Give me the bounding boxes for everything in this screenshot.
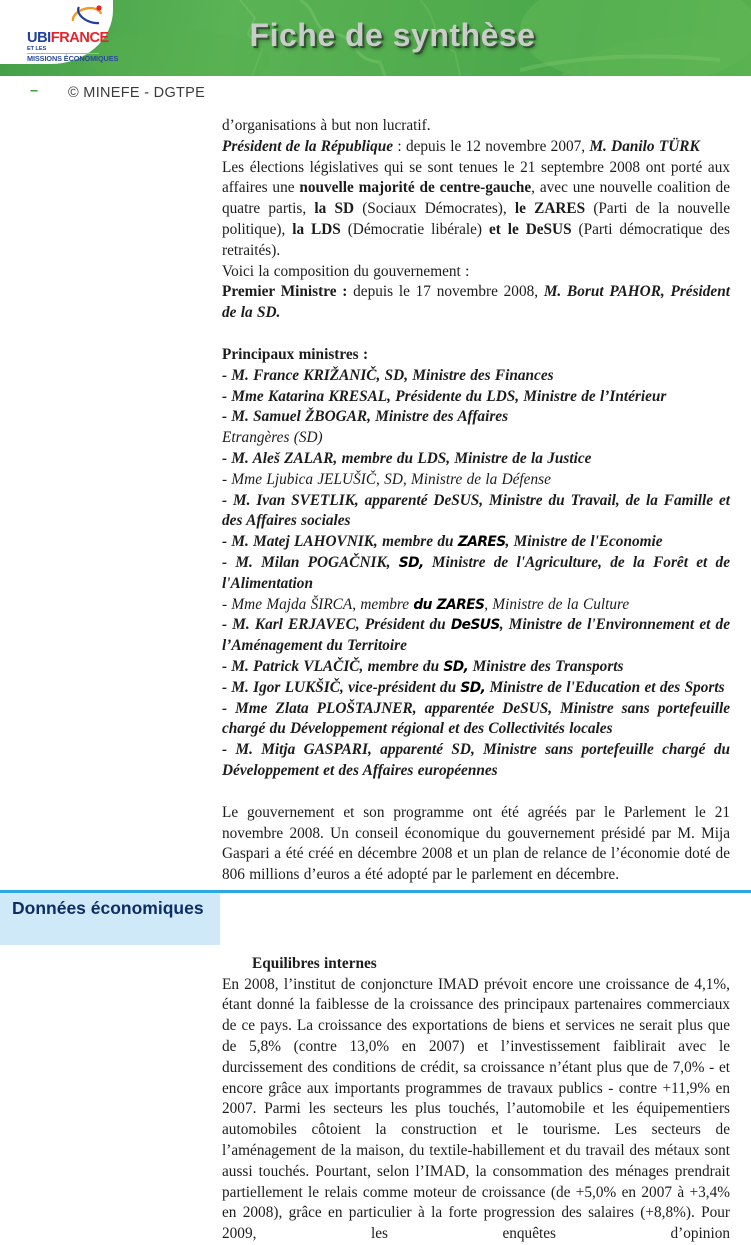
paragraph: [222, 532, 730, 553]
text-segment: et le DeSUS: [488, 220, 572, 238]
ubifrance-globe-icon: [49, 4, 135, 26]
copyright-row: [0, 85, 751, 103]
text-segment: Ministre de l'Agriculture, de la Forêt et de l'Alimentation: [222, 553, 730, 592]
paragraph-spacer: [0, 782, 751, 803]
text-segment: Ministre des Transports: [468, 657, 624, 675]
text-segment: : depuis le 12 novembre 2007,: [393, 137, 590, 155]
paragraph: [222, 470, 730, 491]
text-segment: Les élections législatives qui se sont tenues le 21 septembre 2008 ont porté aux affaires une: [222, 158, 730, 197]
text-segment: SD,: [460, 679, 486, 696]
paragraph: [222, 491, 730, 533]
section-divider: [0, 890, 751, 945]
text-segment: , avec une nouvelle coalition de quatre partis,: [222, 179, 730, 218]
text-segment: Equilibres internes: [252, 954, 377, 972]
paragraph: [222, 407, 730, 428]
text-segment: - M. Igor LUKŠIČ, vice-président du: [222, 678, 461, 696]
text-segment: M. Borut PAHOR, Président de la SD.: [222, 283, 730, 322]
paragraph: [222, 615, 730, 657]
logo-wordmark: [27, 31, 113, 46]
text-segment: (Parti démocratique des retraités).: [222, 220, 730, 259]
section-label: Données économiques: [0, 893, 220, 945]
text-segment: ZARES: [457, 534, 506, 551]
text-segment: Voici la composition du gouvernement :: [222, 262, 470, 280]
document-body: [0, 116, 751, 1245]
banner: [0, 0, 751, 76]
text-segment: SD,: [398, 554, 424, 571]
text-segment: (Sociaux Démocrates),: [354, 200, 515, 218]
text-segment: d’organisations à but non lucratif.: [222, 117, 431, 134]
text-segment: du ZARES: [413, 596, 485, 613]
paragraph: [222, 657, 730, 678]
text-segment: - M. Karl ERJAVEC, Président du: [222, 616, 451, 634]
paragraph: [222, 366, 730, 387]
paragraph: [222, 387, 730, 408]
text-segment: - M. Samuel ŽBOGAR, Ministre des Affaires: [222, 408, 509, 426]
text-segment: - M. Mitja GASPARI, apparenté SD, Ministre sans portefeuille chargé du Développement et des Affaires européennes: [222, 741, 730, 779]
text-segment: - M. Matej LAHOVNIK, membre du: [222, 533, 458, 551]
paragraph: [222, 740, 730, 782]
text-segment: - M. Milan POGAČNIK,: [222, 553, 399, 571]
text-segment: SD,: [443, 658, 469, 675]
text-segment: nouvelle majorité de centre-gauche: [299, 179, 532, 197]
paragraph: [222, 116, 730, 137]
text-segment: depuis le 17 novembre 2008,: [347, 283, 544, 301]
paragraph: [222, 345, 730, 366]
text-segment: - M. Aleš ZALAR, membre du LDS, Ministre de la Justice: [222, 449, 592, 467]
paragraph-spacer: [0, 324, 751, 345]
subsection-heading: [222, 954, 730, 975]
text-segment: la LDS: [292, 220, 341, 238]
paragraph: [222, 699, 730, 741]
text-segment: (Démocratie libérale): [340, 220, 489, 238]
text-segment: Etrangères (SD): [222, 429, 323, 447]
text-segment: - M. Ivan SVETLIK, apparenté DeSUS, Ministre du Travail, de la Famille et des Affaires sociales: [222, 491, 730, 530]
paragraph: [222, 137, 730, 158]
paragraph: [222, 678, 730, 699]
text-segment: Premier Ministre :: [222, 283, 348, 301]
text-segment: - M. France KRIŽANIČ, SD, Ministre des Finances: [222, 366, 554, 384]
logo-container: [0, 0, 119, 64]
text-segment: Président de la République: [222, 137, 394, 155]
logo-etles-text: ET LES: [27, 46, 99, 54]
logo-france-text: FRANCE: [50, 30, 109, 46]
copyright-text: © MINEFE - DGTPE: [68, 85, 206, 101]
paragraph: [222, 449, 730, 470]
paragraph: [222, 262, 730, 283]
list-dash: –: [30, 83, 39, 99]
text-segment: - M. Patrick VLAČIČ, membre du: [222, 657, 444, 675]
page-title: Fiche de synthèse: [249, 17, 536, 53]
text-segment: le ZARES: [514, 200, 586, 218]
text-segment: (Parti de la nouvelle politique),: [222, 200, 731, 238]
paragraph: [222, 975, 730, 1245]
text-segment: - Mme Zlata PLOŠTAJNER, apparentée DeSUS, Ministre sans portefeuille chargé du Développement régional et des Collectivités locales: [222, 699, 730, 738]
text-segment: , Ministre de la Culture: [484, 595, 630, 613]
text-segment: , Ministre de l'Environnement et de l’Aménagement du Territoire: [222, 616, 730, 655]
paragraph: [222, 803, 730, 886]
text-segment: Principaux ministres :: [222, 345, 369, 363]
text-segment: - Mme Katarina KRESAL, Présidente du LDS, Ministre de l’Intérieur: [222, 387, 667, 405]
text-segment: DeSUS: [450, 617, 500, 634]
paragraph: [222, 158, 730, 262]
text-segment: Le gouvernement et son programme ont été agréés par le Parlement le 21 novembre 2008. Un conseil économique du gouvernement présidé par M. Mija Gaspari a été créé en décembre 2008 et un plan de relance de l’économie doté de 806 millions d’euros a été adopté par le parlement en décembre.: [222, 803, 730, 884]
text-segment: Ministre de l'Education et des Sports: [485, 678, 725, 696]
logo-missions-text: MISSIONS ÉCONOMIQUES: [27, 54, 119, 63]
logo-ubi-text: UBI: [27, 30, 51, 46]
paragraph: [222, 428, 730, 449]
text-segment: - Mme Majda ŠIRCA, membre: [222, 595, 414, 613]
text-segment: - Mme Ljubica JELUŠIČ, SD, Ministre de la Défense: [222, 470, 551, 488]
text-segment: En 2008, l’institut de conjoncture IMAD prévoit encore une croissance de 4,1%, étant donné la faiblesse de la croissance des principaux partenaires commerciaux de ce pays. La croissance des exportations de biens et services ne serait plus que de 5,8% (contre 13,0% en 2007) et l’investissement faiblirait avec le durcissement des conditions de crédit, sa croissance n’étant plus que de 7,0% - et encore grâce aux importants programmes de travaux publics - contre +11,9% en 2007. Parmi les secteurs les plus touchés, l’automobile et les équipementiers automobiles côtoient la construction et le tourisme. Les secteurs de l’aménagement de la maison, du textile-habillement et du travail des métaux sont aussi touchés. Pourtant, selon l’IMAD, la consommation des ménages prendrait partiellement le relais comme moteur de croissance (de +5,0% en 2007 à +3,4% en 2008), grâce en particulier à la forte progression des salaires (+8,8%). Pour 2009, les enquêtes d’opinion: [222, 975, 730, 1243]
text-segment: M. Danilo TÜRK: [589, 137, 700, 155]
paragraph: [222, 553, 730, 595]
text-segment: , Ministre de l'Economie: [505, 533, 663, 551]
text-segment: la SD: [314, 200, 355, 218]
paragraph: [222, 595, 730, 616]
paragraph: [222, 282, 730, 324]
